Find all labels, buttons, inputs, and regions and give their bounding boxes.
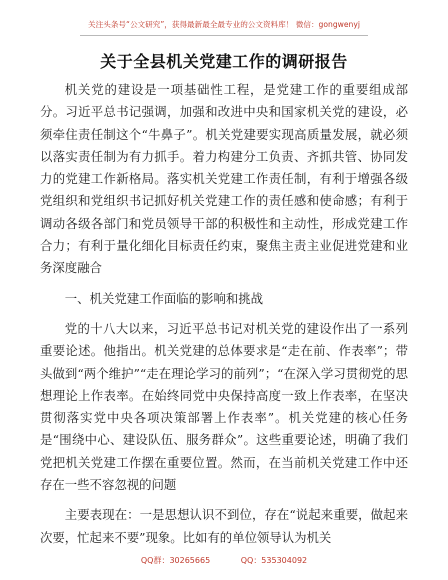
intro-paragraph: 机关党的建设是一项基础性工程，是党建工作的重要组成部分。习近平总书记强调，加强和改进中央和国家机关党的建设，必须牵住责任制这个“牛鼻子”。机关党建要实现高质量发展，就必须以落实责任制为有力抓手。着力构建分工负责、齐抓共管、协同发力的党建工作新格局。落实机关党建工作责任制，有利于增强各级党组织和党组织书记抓好机关党建工作的责任感和使命感；有利于调动各级各部门和党员领导干部的积极性和主动性，形成党建工作合力；有利于量化细化目标责任约束，聚焦主责主业促进党建和业务深度融合 [40, 82, 408, 276]
header-banner-text: 关注头条号“公文研究”，获得最新最全最专业的公文资料库！ 微信：gongwenyj [88, 20, 360, 29]
paragraph-gap [40, 280, 408, 288]
paragraph-gap [40, 310, 408, 318]
document-body [40, 79, 408, 549]
footer-qq-group: QQ群：30265665 [140, 556, 211, 565]
section-paragraph: 主要表现在：一是思想认识不到位，存在“说起来重要，做起来次要，忙起来不要”现象。比如有的单位领导认为机关 [40, 507, 408, 545]
header-banner [80, 10, 368, 36]
section-heading: 一、机关党建工作面临的影响和挑战 [64, 290, 264, 306]
document-title: 关于全县机关党建工作的调研报告 [100, 52, 348, 71]
section-paragraph: 党的十八大以来，习近平总书记对机关党的建设作出了一系列重要论述。他指出。机关党建的总体要求是“走在前、作表率”；带头做到“两个维护”“走在理论学习的前列”；“在深入学习贯彻党的思想理论上作表率。在始终同党中央保持高度一致上作表率，在坚决贯彻落实党中央各项决策部署上作表率”。机关党建的核心任务是“围绕中心、建设队伍、服务群众”。这些重要论述，明确了我们党把机关党建工作摆在重要位置。然而，在当前机关党建工作中还存在一些不容忽视的问题 [40, 320, 408, 493]
paragraph-gap [40, 496, 408, 504]
footer-qq: QQ：535304092 [240, 556, 308, 565]
page-footer [0, 555, 448, 566]
